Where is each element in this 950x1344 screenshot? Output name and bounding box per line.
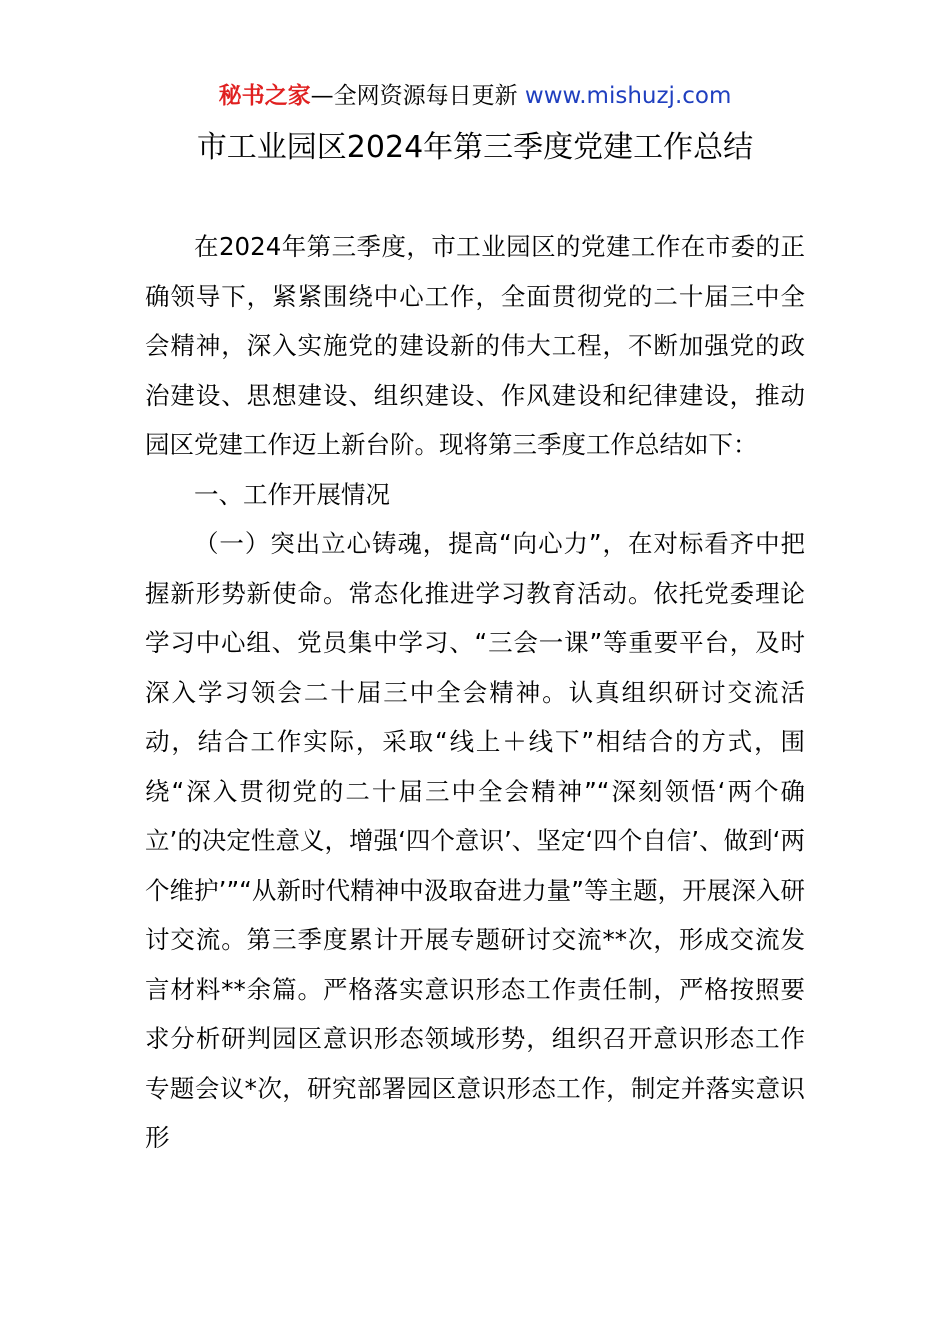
site-banner	[0, 78, 950, 114]
site-url[interactable]: www.mishuzj.com	[524, 83, 732, 109]
document-body	[145, 222, 805, 1163]
banner-tagline: —全网资源每日更新	[310, 83, 518, 109]
document-title: 市工业园区2024年第三季度党建工作总结	[196, 130, 754, 165]
body-paragraph: （一）突出立心铸魂，提高“向心力”，在对标看齐中把握新形势新使命。常态化推进学习教育活动。依托党委理论学习中心组、党员集中学习、“三会一课”等重要平台，及时深入学习领会二十届三中全会精神。认真组织研讨交流活动，结合工作实际，采取“线上＋线下”相结合的方式，围绕“深入贯彻党的二十届三中全会精神”“深刻领悟‘两个确立’的决定性意义，增强‘四个意识’、坚定‘四个自信’、做到‘两个维护’”“从新时代精神中汲取奋进力量”等主题，开展深入研讨交流。第三季度累计开展专题研讨交流**次，形成交流发言材料**余篇。严格落实意识形态工作责任制，严格按照要求分析研判园区意识形态领域形势，组织召开意识形态工作专题会议*次，研究部署园区意识形态工作，制定并落实意识形	[145, 529, 805, 1152]
brand-name: 秘书之家	[218, 83, 311, 109]
intro-paragraph: 在2024年第三季度，市工业园区的党建工作在市委的正确领导下，紧紧围绕中心工作，全面贯彻党的二十届三中全会精神，深入实施党的建设新的伟大工程，不断加强党的政治建设、思想建设、组织建设、作风建设和纪律建设，推动园区党建工作迈上新台阶。现将第三季度工作总结如下：	[145, 232, 805, 459]
section-heading: 一、工作开展情况	[194, 479, 390, 509]
